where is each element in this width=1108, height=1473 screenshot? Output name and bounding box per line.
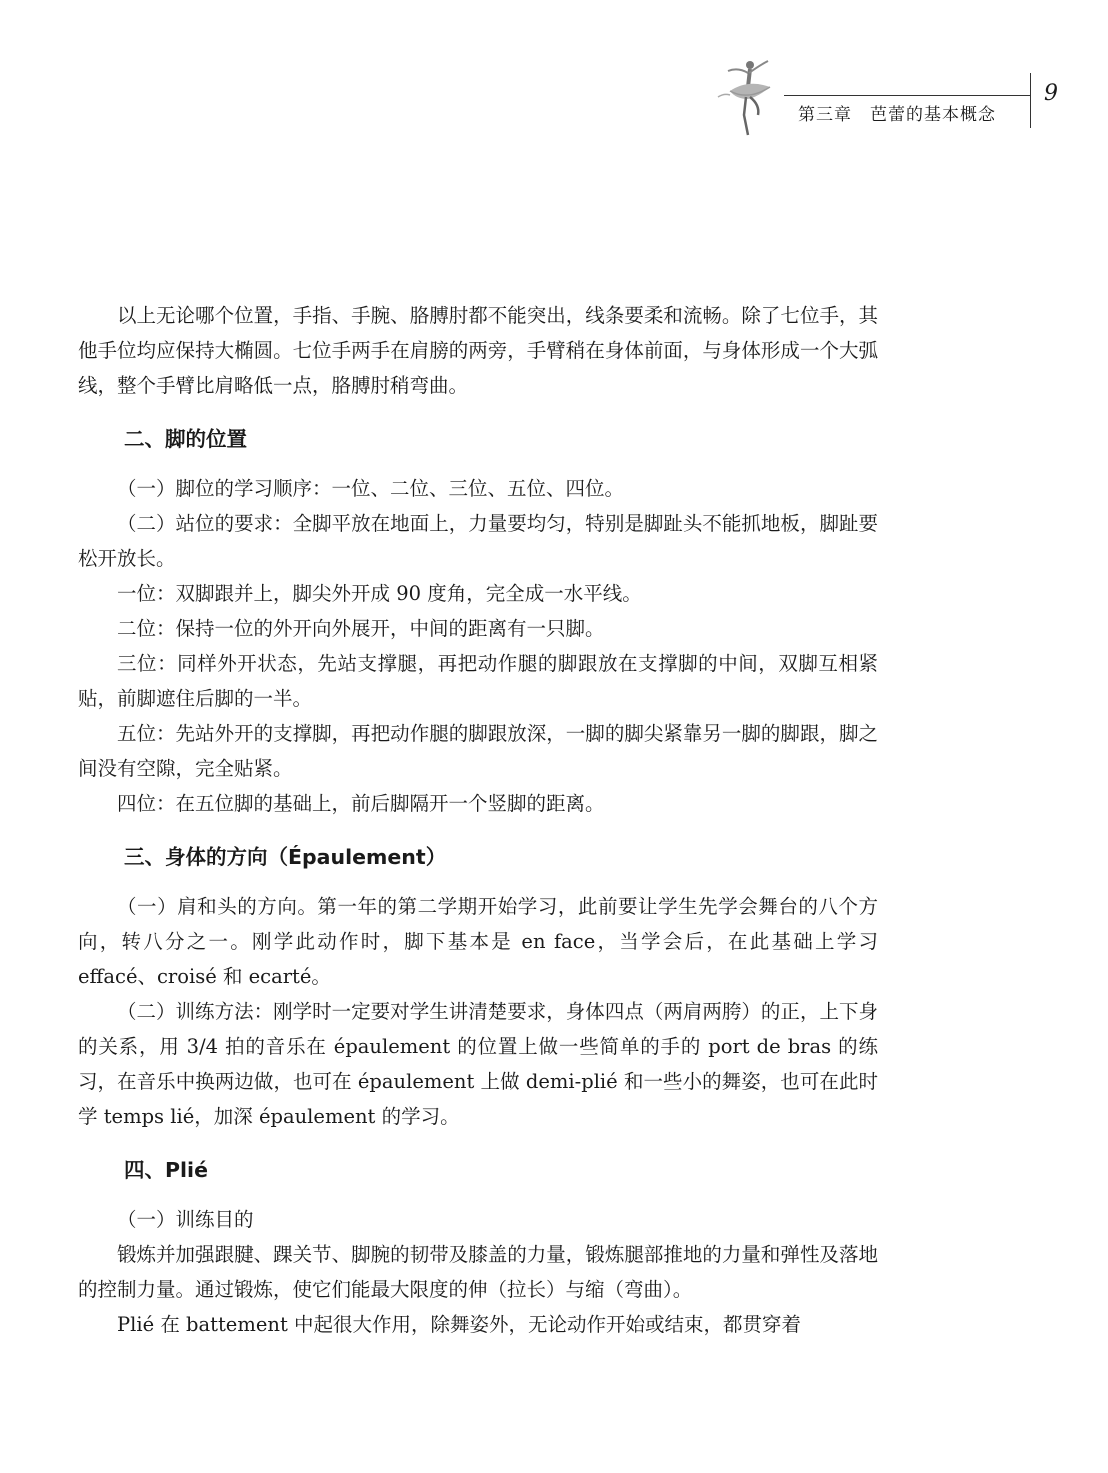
body-paragraph: 三位：同样外开状态，先站支撑腿，再把动作腿的脚跟放在支撑脚的中间，双脚互相紧贴，前脚遮住后脚的一半。: [78, 652, 878, 710]
section-heading: 四、Plié: [124, 1158, 208, 1182]
body-paragraph: （一）脚位的学习顺序：一位、二位、三位、五位、四位。: [117, 477, 625, 500]
body-paragraph: 四位：在五位脚的基础上，前后脚隔开一个竖脚的距离。: [117, 792, 605, 815]
header-vertical-divider: [1030, 73, 1031, 128]
body-paragraph: （二）训练方法：刚学时一定要对学生讲清楚要求，身体四点（两肩两胯）的正，上下身的关系，用 3/4 拍的音乐在 épaulement 的位置上做一些简单的手的 port de bras 的练习，在音乐中换两边做，也可在 épaulement 上做 demi-plié 和一些小的舞姿，也可在此时学 temps lié，加深 épaulement 的学习。: [78, 1000, 878, 1128]
body-paragraph: 五位：先站外开的支撑脚，再把动作腿的脚跟放深，一脚的脚尖紧靠另一脚的脚跟，脚之间没有空隙，完全贴紧。: [78, 722, 878, 780]
body-paragraph: 二位：保持一位的外开向外展开，中间的距离有一只脚。: [117, 617, 605, 640]
section-heading: 二、脚的位置: [124, 427, 247, 451]
chapter-title: 第三章 芭蕾的基本概念: [798, 105, 996, 125]
body-paragraph: 一位：双脚跟并上，脚尖外开成 90 度角，完全成一水平线。: [117, 582, 642, 605]
body-paragraph: 锻炼并加强跟腱、踝关节、脚腕的韧带及膝盖的力量，锻炼腿部推地的力量和弹性及落地的控制力量。通过锻炼，使它们能最大限度的伸（拉长）与缩（弯曲）。: [78, 1243, 878, 1301]
body-paragraph: （一）肩和头的方向。第一年的第二学期开始学习，此前要让学生先学会舞台的八个方向，转八分之一。刚学此动作时，脚下基本是 en face，当学会后，在此基础上学习 effacé、croisé 和 ecarté。: [78, 895, 878, 988]
page-body: [78, 298, 878, 1342]
body-paragraph: （一）训练目的: [117, 1208, 254, 1231]
header-divider: [784, 95, 1030, 96]
body-paragraph: 以上无论哪个位置，手指、手腕、胳膊肘都不能突出，线条要柔和流畅。除了七位手，其他手位均应保持大椭圆。七位手两手在肩膀的两旁，手臂稍在身体前面，与身体形成一个大弧线，整个手臂比肩略低一点，胳膊肘稍弯曲。: [78, 304, 878, 397]
ballerina-icon: [708, 57, 788, 141]
section-heading: 三、身体的方向（Épaulement）: [124, 845, 447, 869]
body-paragraph: （二）站位的要求：全脚平放在地面上，力量要均匀，特别是脚趾头不能抓地板，脚趾要松开放长。: [78, 512, 878, 570]
page-header: [700, 55, 1080, 155]
page-number: 9: [1044, 81, 1058, 106]
body-paragraph: Plié 在 battement 中起很大作用，除舞姿外，无论动作开始或结束，都贯穿着: [117, 1313, 801, 1336]
